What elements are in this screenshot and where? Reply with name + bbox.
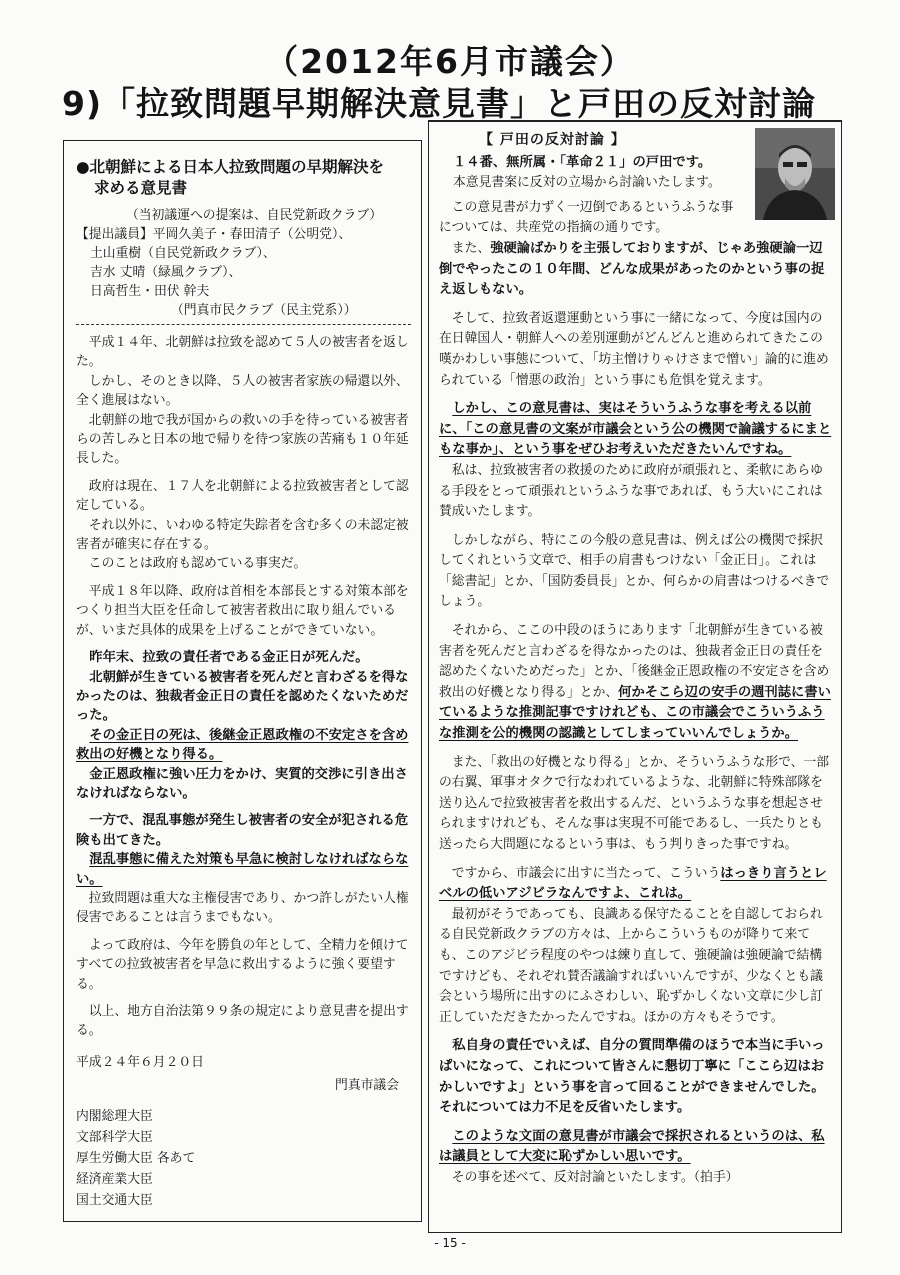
speech-paragraph: 私自身の責任でいえば、自分の質問準備のほうで本当に手いっぱいになって、これについて皆さんに懇切丁寧に「ここら辺はおかしいですよ」という事を言って回ることができませんでした。それについては力不足を反省いたします。	[439, 1038, 825, 1116]
resolution-paragraph: 平成１４年、北朝鮮は拉致を認めて５人の被害者を返した。	[76, 335, 409, 370]
speech-heading: 【 戸田の反対討論 】	[479, 132, 626, 148]
speech-paragraph: しかし、この意見書は、実はそういうふうな事を考える以前に、「この意見書の文案が市議会という公の機関で論議するにまともな事か」、という事をぜひお考えいただきたいんですね。	[439, 401, 832, 458]
proposers-line: 吉水 丈晴（緑風クラブ）、	[90, 265, 242, 280]
dashed-divider	[76, 324, 411, 325]
resolution-box	[63, 140, 422, 1222]
proposal-origin: （当初議運への提案は、自民党新政クラブ）	[126, 208, 383, 223]
speech-paragraph: 最初がそうであっても、良識ある保守たることを自認しておられる自民党新政クラブの方々は、上からこういうものが降りて来ても、このアジビラ程度のやつは練り直して、強硬論は強硬論で結構ですけども、それぞれ賛否議論すればいいんですが、少なくとも議会という場所に出すのにふさわしい、恥ずかしくない文章に少し訂正していただきたかったんですね。ほかの方々もそうです。	[439, 906, 823, 1025]
resolution-paragraph: 北朝鮮の地で我が国からの救いの手を待っている被害者らの苦しみと日本の地で帰りを待つ家族の苦痛も１０年延長した。	[76, 412, 409, 467]
resolution-paragraph: 平成１８年以降、政府は首相を本部長とする対策本部をつくり担当大臣を任命して被害者救出に取り組んでいるが、いまだ具体的成果を上げることができていない。	[76, 583, 409, 638]
speech-paragraph: しかしながら、特にこの今般の意見書は、例えば公の機関で採択してくれという文章で、相手の肩書もつけない「金正日」。これは「総書記」とか、「国防委員長」とか、何らかの肩書はつけるべきでしょう。	[439, 532, 830, 610]
proposers-block	[76, 206, 411, 320]
resolution-paragraph: 一方で、混乱事態が発生し被害者の安全が犯される危険も出てきた。	[76, 813, 409, 848]
speech-paragraph: このような文面の意見書が市議会で採択されるというのは、私は議員として大変に恥ずかしい思いです。	[439, 1128, 825, 1165]
recipient-item: 内閣総理大臣	[76, 1108, 153, 1124]
speech-intro-bold: １４番、無所属・「革命２１」の戸田です。	[453, 154, 712, 170]
speech-intro: 本意見書案に反対の立場から討論いたします。	[453, 175, 721, 191]
header-title-main: 9)「拉致問題早期解決意見書」と戸田の反対討論	[62, 84, 817, 123]
resolution-paragraph: その金正日の死は、後継金正恩政権の不安定さを含め救出の好機となり得る。	[76, 727, 409, 763]
recipient-item: 厚生労働大臣 各あて	[76, 1150, 196, 1166]
page-number: - 15 -	[434, 1236, 466, 1250]
resolution-paragraph: 金正恩政権に強い圧力をかけ、実質的交渉に引き出さなければならない。	[76, 766, 408, 801]
resolution-date: 平成２４年６月２０日	[76, 1054, 204, 1070]
speech-paragraph: そして、拉致者返還運動という事に一緒になって、今度は国内の在日韓国人・朝鮮人への差別運動がどんどんと進められてきたこの嘆かわしい事態について、「坊主憎けりゃけさまで憎い」論的に進められている「憎悪の政治」という事にも危惧を覚えます。	[439, 310, 829, 388]
resolution-paragraph: 北朝鮮が生きている被害者を死んだと言わざるを得なかったのは、独裁者金正日の責任を認めたくないためだった。	[76, 669, 409, 724]
proposers-line: 【提出議員】平岡久美子・春田清子（公明党）、	[76, 227, 352, 242]
recipients-list	[76, 1106, 411, 1211]
resolution-paragraph: よって政府は、今年を勝負の年として、全精力を傾けてすべての拉致被害者を早急に救出するように強く要望する。	[76, 937, 409, 992]
recipient-item: 国土交通大臣	[76, 1192, 153, 1208]
resolution-paragraph: それ以外に、いわゆる特定失踪者を含む多くの未認定被害者が確実に存在する。	[76, 517, 409, 553]
recipient-item: 経済産業大臣	[76, 1171, 153, 1187]
speech-paragraph: ですから、市議会に出すに当たって、こういうはっきり言うとレベルの低いアジビラなんですよ、これは。	[439, 865, 827, 902]
speech-paragraph: また、強硬論ばかりを主張しておりますが、じゃあ強硬論一辺倒でやったこの１０年間、どんな成果があったのかという事の捉え返しもない。	[439, 240, 825, 298]
resolution-paragraph: このことは政府も認めている事実だ。	[88, 556, 307, 572]
speech-box	[428, 120, 842, 1233]
speech-paragraph: この意見書が力ずく一辺倒であるというふうな事については、共産党の指摘の通りです。	[439, 199, 734, 236]
recipient-item: 文部科学大臣	[76, 1129, 153, 1145]
resolution-heading	[76, 157, 411, 199]
resolution-paragraph: 混乱事態に備えた対策も早急に検討しなければならない。	[76, 852, 409, 887]
speech-paragraph: その事を述べて、反対討論といたします。（拍手）	[451, 1169, 739, 1185]
resolution-signer: 門真市議会	[335, 1078, 399, 1094]
proposers-line: 日高哲生・田伏 幹夫	[90, 284, 210, 299]
speech-paragraph: 私は、拉致被害者の救援のために政府が頑張れと、柔軟にあらゆる手段をとって頑張れというふうな事であれば、もう大いにこれは賛成いたします。	[439, 462, 823, 520]
speech-paragraph: それから、ここの中段のほうにあります「北朝鮮が生きている被害者を死んだと言わざるを得なかったのは、独裁者金正日の責任を認めたくないためだった」とか、「後継金正恩政権の不安定さを含め救出の好機となり得る」とか、何かそこら辺の安手の週刊誌に書いているような推測記事ですけれども、この市議会でこういうふうな推測を公的機関の認識としてしまっていいんでしょうか。	[439, 623, 831, 742]
header-title-session: （2012年6月市議会）	[265, 42, 635, 81]
resolution-paragraph: 昨年末、拉致の責任者である金正日が死んだ。	[89, 650, 369, 666]
resolution-paragraph: 政府は現在、１７人を北朝鮮による拉致被害者として認定している。	[76, 478, 409, 514]
resolution-heading-line1: ●北朝鮮による日本人拉致問題の早期解決を	[76, 158, 385, 176]
speaker-portrait-icon	[755, 128, 835, 220]
resolution-paragraph: しかし、そのとき以降、５人の被害者家族の帰還以外、全く進展はない。	[76, 373, 409, 409]
speaker-photo	[755, 128, 835, 220]
proposers-line: 土山重樹（自民党新政クラブ）、	[90, 246, 276, 261]
resolution-heading-line2: 求める意見書	[94, 179, 188, 197]
resolution-paragraph: 拉致問題は重大な主権侵害であり、かつ許しがたい人権侵害であることは言うまでもない。	[76, 890, 409, 926]
proposers-line: （門真市民クラブ（民主党系））	[171, 303, 357, 318]
speech-paragraph: また、「救出の好機となり得る」とか、そういうふうな形で、一部の右翼、軍事オタクで行なわれているような、北朝鮮に特殊部隊を送り込んで拉致被害者を救出するんだ、というふうな事を想起させられますけれども、そんな事は実現不可能であるし、一兵たりとも送ったら大問題になるという事は、もう判りきった事ですね。	[439, 754, 830, 852]
resolution-paragraph: 以上、地方自治法第９９条の規定により意見書を提出する。	[76, 1004, 409, 1039]
